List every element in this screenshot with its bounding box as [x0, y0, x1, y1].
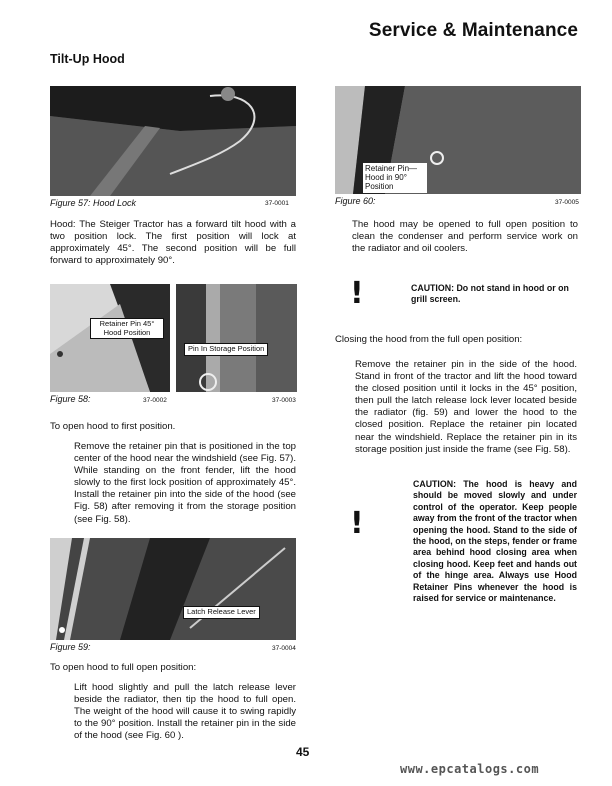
figure-60-caption: Figure 60: — [335, 196, 376, 206]
figure-58-code-b: 37-0003 — [272, 397, 296, 404]
figure-58-code-a: 37-0002 — [143, 397, 167, 404]
caution-2-text: CAUTION: The hood is heavy and should be moved slowly and under control of the operator. Keep people away from the front of the tractor when opening the hood. Stand to the side of the hood, on the steps, fender or frame area behind hood closing area when closing hood. Keep feet and hands out of the hinge area. Always use Hood Retainer Pins whenever the hood is raised for service or maintenance. — [413, 479, 577, 604]
page-number: 45 — [296, 745, 310, 759]
figure-58-label-storage: Pin In Storage Position — [184, 343, 268, 356]
caution-1-icon: ! — [350, 276, 364, 311]
figure-59-label: Latch Release Lever — [183, 606, 260, 619]
full-open-heading: To open hood to full open position: — [50, 662, 197, 673]
figure-58-label-retainer — [90, 318, 164, 339]
figure-59-photo — [50, 538, 296, 640]
figure-60-label: Retainer Pin— Hood in 90° Position — [363, 163, 427, 193]
right-intro-paragraph: The hood may be opened to full open position to clean the condenser and perform service work on the radiator and oil coolers. — [352, 219, 578, 255]
figure-59-code: 37-0004 — [272, 645, 296, 652]
figure-58-caption: Figure 58: — [50, 394, 91, 404]
closing-body: Remove the retainer pin in the side of the hood. Stand in front of the tractor and lift the hood toward the closed position until it locks in the 45° position, then pull the latch release lock lever located beside the radiator (fig. 59) and lower the hood to the closed position. Replace the retainer pin located near the windshield. Replace the retainer pin in its storage position just inside the frame (see Fig. 58). — [355, 359, 577, 455]
caution-1-text: CAUTION: Do not stand in hood or on grill screen. — [411, 283, 569, 305]
figure-59-caption: Figure 59: — [50, 642, 91, 652]
first-position-body: Remove the retainer pin that is positioned in the top center of the hood near the windshield (see Fig. 57). While standing on the front fender, lift the hood slowly to the first lock position of approximately 45°. Install the retainer pin into the side of the hood (see Fig. 58) after removing it from the storage position (see Fig. 58). — [74, 441, 296, 525]
figure-57-photo — [50, 86, 296, 196]
figure-57-caption: Figure 57: Hood Lock — [50, 198, 137, 208]
closing-heading: Closing the hood from the full open position: — [335, 334, 523, 345]
first-position-heading: To open hood to first position. — [50, 421, 176, 432]
page-header-title: Service & Maintenance — [368, 20, 578, 41]
figure-58-label-text: Retainer Pin 45° Hood Position — [99, 319, 155, 337]
footer-watermark-url: www.epcatalogs.com — [400, 762, 540, 776]
figure-58-photo-right — [176, 284, 297, 392]
full-open-body: Lift hood slightly and pull the latch release lever beside the radiator, then tip the hood to full open. The weight of the hood will cause it to swing rapidly to the 90° position. Install the retainer pin in the side of the hood (see Fig. 60 ). — [74, 682, 296, 742]
figure-57-code: 37-0001 — [265, 200, 289, 207]
caution-2-icon: ! — [350, 506, 364, 541]
section-title: Tilt-Up Hood — [50, 52, 125, 66]
hood-intro-paragraph: Hood: The Steiger Tractor has a forward tilt hood with a two position lock. The first position will lock at approximately 45°. The second position will be full forward to approximately 90°. — [50, 219, 296, 267]
figure-60-code: 37-0005 — [555, 199, 579, 206]
